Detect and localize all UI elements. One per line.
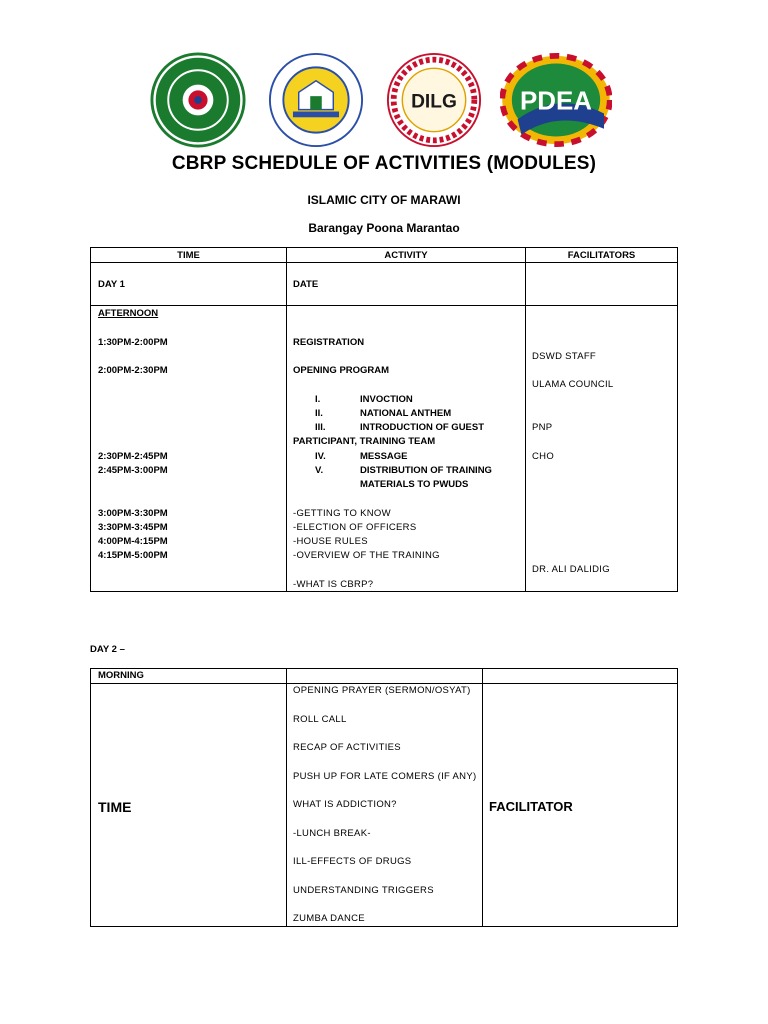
facilitator-column-label: FACILITATOR	[489, 799, 573, 814]
time-slot: 2:45PM-3:00PM	[98, 465, 168, 476]
pdea-text: PDEA	[520, 87, 592, 116]
activity-item: RECAP OF ACTIVITIES	[293, 742, 401, 753]
program-item: DISTRIBUTION OF TRAINING	[360, 465, 492, 476]
program-item-number: II.	[315, 408, 323, 419]
program-item: NATIONAL ANTHEM	[360, 408, 452, 419]
activity-item: -LUNCH BREAK-	[293, 828, 371, 839]
program-item: MESSAGE	[360, 451, 408, 462]
activity-item: WHAT IS ADDICTION?	[293, 799, 397, 810]
facilitator: CHO	[532, 451, 555, 462]
program-item-continued: PARTICIPANT, TRAINING TEAM	[293, 436, 436, 447]
dilg-text: DILG	[411, 91, 457, 113]
activity-item: -WHAT IS CBRP?	[293, 579, 374, 590]
marawi-seal-logo	[268, 52, 364, 148]
morning-label: MORNING	[98, 670, 144, 681]
program-item-continued: MATERIALS TO PWUDS	[360, 479, 469, 490]
activity-item: ILL-EFFECTS OF DRUGS	[293, 856, 412, 867]
program-item: INTRODUCTION OF GUEST	[360, 422, 485, 433]
time-slot: 2:00PM-2:30PM	[98, 365, 168, 376]
activity-item: ROLL CALL	[293, 714, 347, 725]
day1-label: DAY 1	[98, 279, 125, 290]
afternoon-label: AFTERNOON	[98, 308, 159, 319]
facilitator: DSWD STAFF	[532, 351, 597, 362]
header-facilitators: FACILITATORS	[567, 250, 636, 261]
header-activity: ACTIVITY	[384, 250, 428, 261]
page-title: CBRP SCHEDULE OF ACTIVITIES (MODULES)	[171, 153, 597, 174]
time-slot: 4:00PM-4:15PM	[98, 536, 168, 547]
doh-seal-logo	[150, 52, 246, 148]
facilitator: ULAMA COUNCIL	[532, 379, 614, 390]
date-label: DATE	[293, 279, 319, 290]
time-slot: 1:30PM-2:00PM	[98, 337, 168, 348]
program-item-number: V.	[315, 465, 324, 476]
activity-opening-program: OPENING PROGRAM	[293, 365, 390, 376]
time-slot: 3:00PM-3:30PM	[98, 508, 168, 519]
program-item: INVOCTION	[360, 394, 413, 405]
day2-label: DAY 2 –	[90, 644, 125, 655]
activity-item: ZUMBA DANCE	[293, 913, 365, 924]
time-column-label: TIME	[98, 799, 132, 815]
program-item-number: IV.	[315, 451, 326, 462]
activity-item: OPENING PRAYER (SERMON/OSYAT)	[293, 685, 471, 696]
logo-row	[150, 52, 620, 147]
facilitator: PNP	[532, 422, 553, 433]
activity-item: -OVERVIEW OF THE TRAINING	[293, 550, 440, 561]
activity-registration: REGISTRATION	[293, 337, 365, 348]
time-slot: 3:30PM-3:45PM	[98, 522, 168, 533]
activity-item: PUSH UP FOR LATE COMERS (IF ANY)	[293, 771, 477, 782]
subtitle-barangay: Barangay Poona Marantao	[308, 221, 460, 235]
dilg-seal-logo	[386, 52, 482, 148]
header-time: TIME	[177, 250, 200, 261]
activity-item: -GETTING TO KNOW	[293, 508, 391, 519]
activity-item: -HOUSE RULES	[293, 536, 368, 547]
activity-item: -ELECTION OF OFFICERS	[293, 522, 417, 533]
program-item-number: III.	[315, 422, 326, 433]
subtitle-city: ISLAMIC CITY OF MARAWI	[307, 193, 461, 207]
time-slot: 4:15PM-5:00PM	[98, 550, 168, 561]
pdea-logo	[500, 52, 612, 148]
facilitator: DR. ALI DALIDIG	[532, 564, 610, 575]
time-slot: 2:30PM-2:45PM	[98, 451, 168, 462]
activity-item: UNDERSTANDING TRIGGERS	[293, 885, 434, 896]
program-item-number: I.	[315, 394, 321, 405]
